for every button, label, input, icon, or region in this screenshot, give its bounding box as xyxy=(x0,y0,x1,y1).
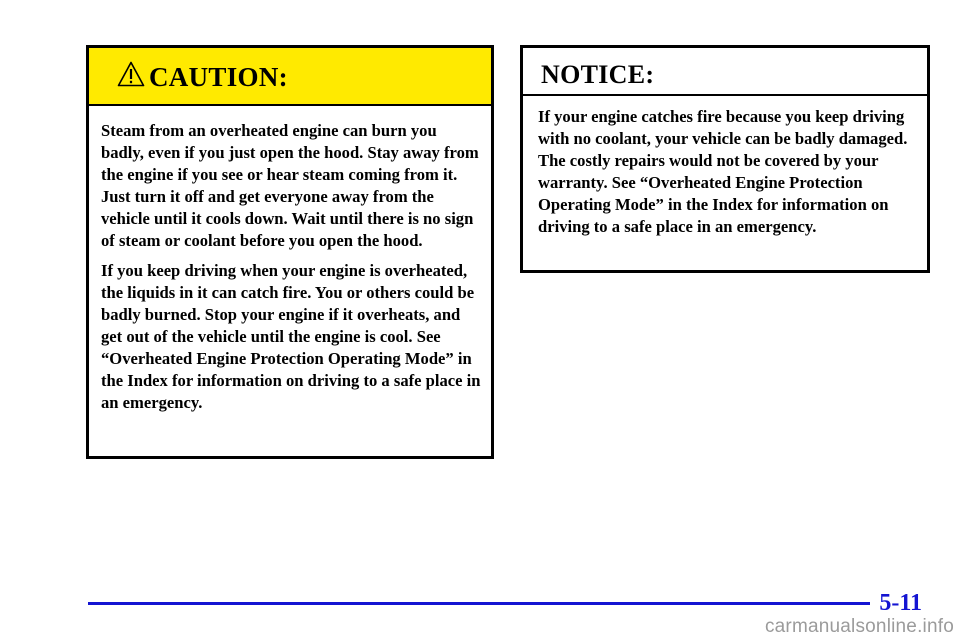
caution-header xyxy=(89,48,491,106)
caution-paragraph-2: If you keep driving when your engine is overheated, the liquids in it can catch fire. You or others could be badly burned. Stop your engine if it overheats, and get out of the vehicle until the engine is cool. See “Overheated Engine Protection Operating Mode” in the Index for information on driving to a safe place in an emergency. xyxy=(101,261,481,412)
caution-title: CAUTION: xyxy=(149,62,288,92)
page-number: 5-11 xyxy=(879,590,922,616)
footer-rule xyxy=(88,602,870,605)
caution-body xyxy=(89,106,491,414)
notice-header xyxy=(523,48,927,96)
watermark: carmanualsonline.info xyxy=(764,616,954,637)
caution-paragraph-1: Steam from an overheated engine can burn you badly, even if you just open the hood. Stay away from the engine if you see or hear steam coming from it. Just turn it off and get everyone away from the vehicle until it cools down. Wait until there is no sign of steam or coolant before you open the hood. xyxy=(101,121,479,250)
notice-box xyxy=(520,45,930,273)
notice-paragraph-1: If your engine catches fire because you keep driving with no coolant, your vehicle can be badly damaged. The costly repairs would not be covered by your warranty. See “Overheated Engine Protection Operating Mode” in the Index for information on driving to a safe place in an emergency. xyxy=(538,107,908,236)
notice-body xyxy=(523,96,927,238)
notice-title: NOTICE: xyxy=(541,60,655,89)
caution-box xyxy=(86,45,494,459)
warning-triangle-icon xyxy=(117,61,145,87)
